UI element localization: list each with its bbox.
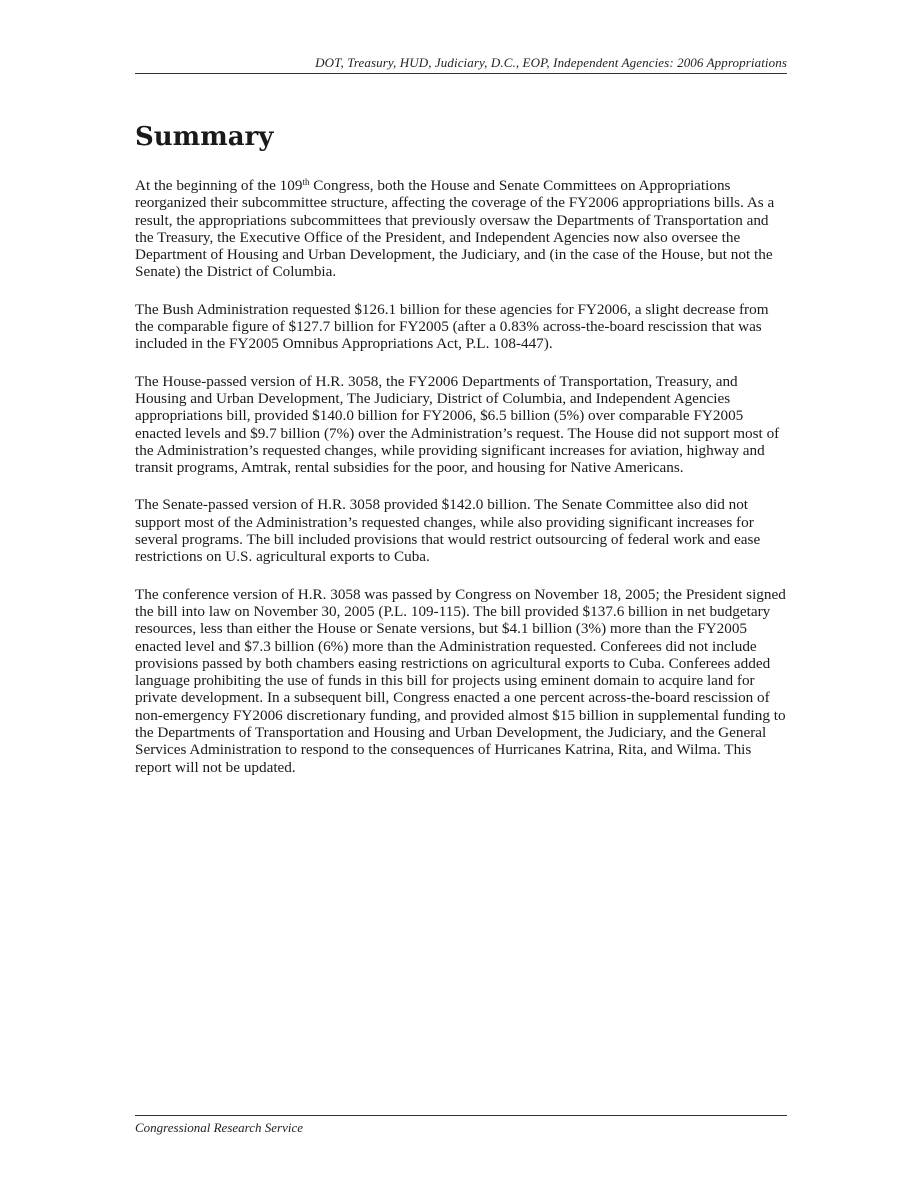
paragraph-3: The House-passed version of H.R. 3058, the FY2006 Departments of Transportation, Treasury, and Housing and Urban Development, The Judiciary, District of Columbia, and Independent Agencies appropriations bill, provided $140.0 billion for FY2006, $6.5 billion (5%) over comparable FY2005 enacted levels and $9.7 billion (7%) over the Administration’s request. The House did not support most of the Administration’s requested changes, while providing significant increases for aviation, highway and transit programs, Amtrak, rental subsidies for the poor, and housing for Native Americans. xyxy=(135,372,780,477)
paragraph-4: The Senate-passed version of H.R. 3058 provided $142.0 billion. The Senate Committee also did not support most of the Administration’s requested changes, while also providing significant increases for several programs. The bill included provisions that would restrict outsourcing of federal work and ease restrictions on U.S. agricultural exports to Cuba. xyxy=(135,496,761,566)
paragraph-5: The conference version of H.R. 3058 was passed by Congress on November 18, 2005; the President signed the bill into law on November 30, 2005 (P.L. 109-115). The bill provided $137.6 billion in net budgetary resources, less than either the House or Senate versions, but $4.1 billion (3%) more than the FY2005 enacted level and $7.3 billion (6%) more than the Administration requested. Conferees did not include provisions passed by both chambers easing restrictions on agricultural exports to Cuba. Conferees added language prohibiting the use of funds in this bill for projects using eminent domain to acquire land for private development. In a subsequent bill, Congress enacted a one percent across-the-board rescission of non-emergency FY2006 discretionary funding, and provided almost $15 billion in supplemental funding to the Departments of Transportation and Housing and Urban Development, the Judiciary, and the General Services Administration to respond to the consequences of Hurricanes Katrina, Rita, and Wilma. This report will not be updated. xyxy=(135,585,786,776)
running-header: DOT, Treasury, HUD, Judiciary, D.C., EOP, Independent Agencies: 2006 Appropriations xyxy=(315,55,787,70)
ordinal-suffix: th xyxy=(302,177,310,187)
footer-publisher: Congressional Research Service xyxy=(135,1120,303,1135)
footer-rule xyxy=(135,1115,787,1116)
header-rule xyxy=(135,73,787,74)
paragraph-1-rest: Congress, both the House and Senate Committees on Appropriations reorganized their subcommittee structure, affecting the coverage of the FY2006 appropriations bills. As a result, the appropriations subcommittees that previously oversaw the Departments of Transportation and the Treasury, the Executive Office of the President, and Independent Agencies now also oversee the Department of Housing and Urban Development, the Judiciary, and (in the case of the House, but not the Senate) the District of Columbia. xyxy=(135,177,775,281)
summary-body xyxy=(135,177,787,796)
paragraph-2: The Bush Administration requested $126.1 billion for these agencies for FY2006, a slight decrease from the comparable figure of $127.7 billion for FY2005 (after a 0.83% across-the-board rescission that was included in the FY2005 Omnibus Appropriations Act, P.L. 108-447). xyxy=(135,300,769,353)
paragraph-1 xyxy=(135,177,787,281)
section-title: Summary xyxy=(135,122,274,152)
paragraph-1-start: At the beginning of the 109 xyxy=(135,177,303,194)
